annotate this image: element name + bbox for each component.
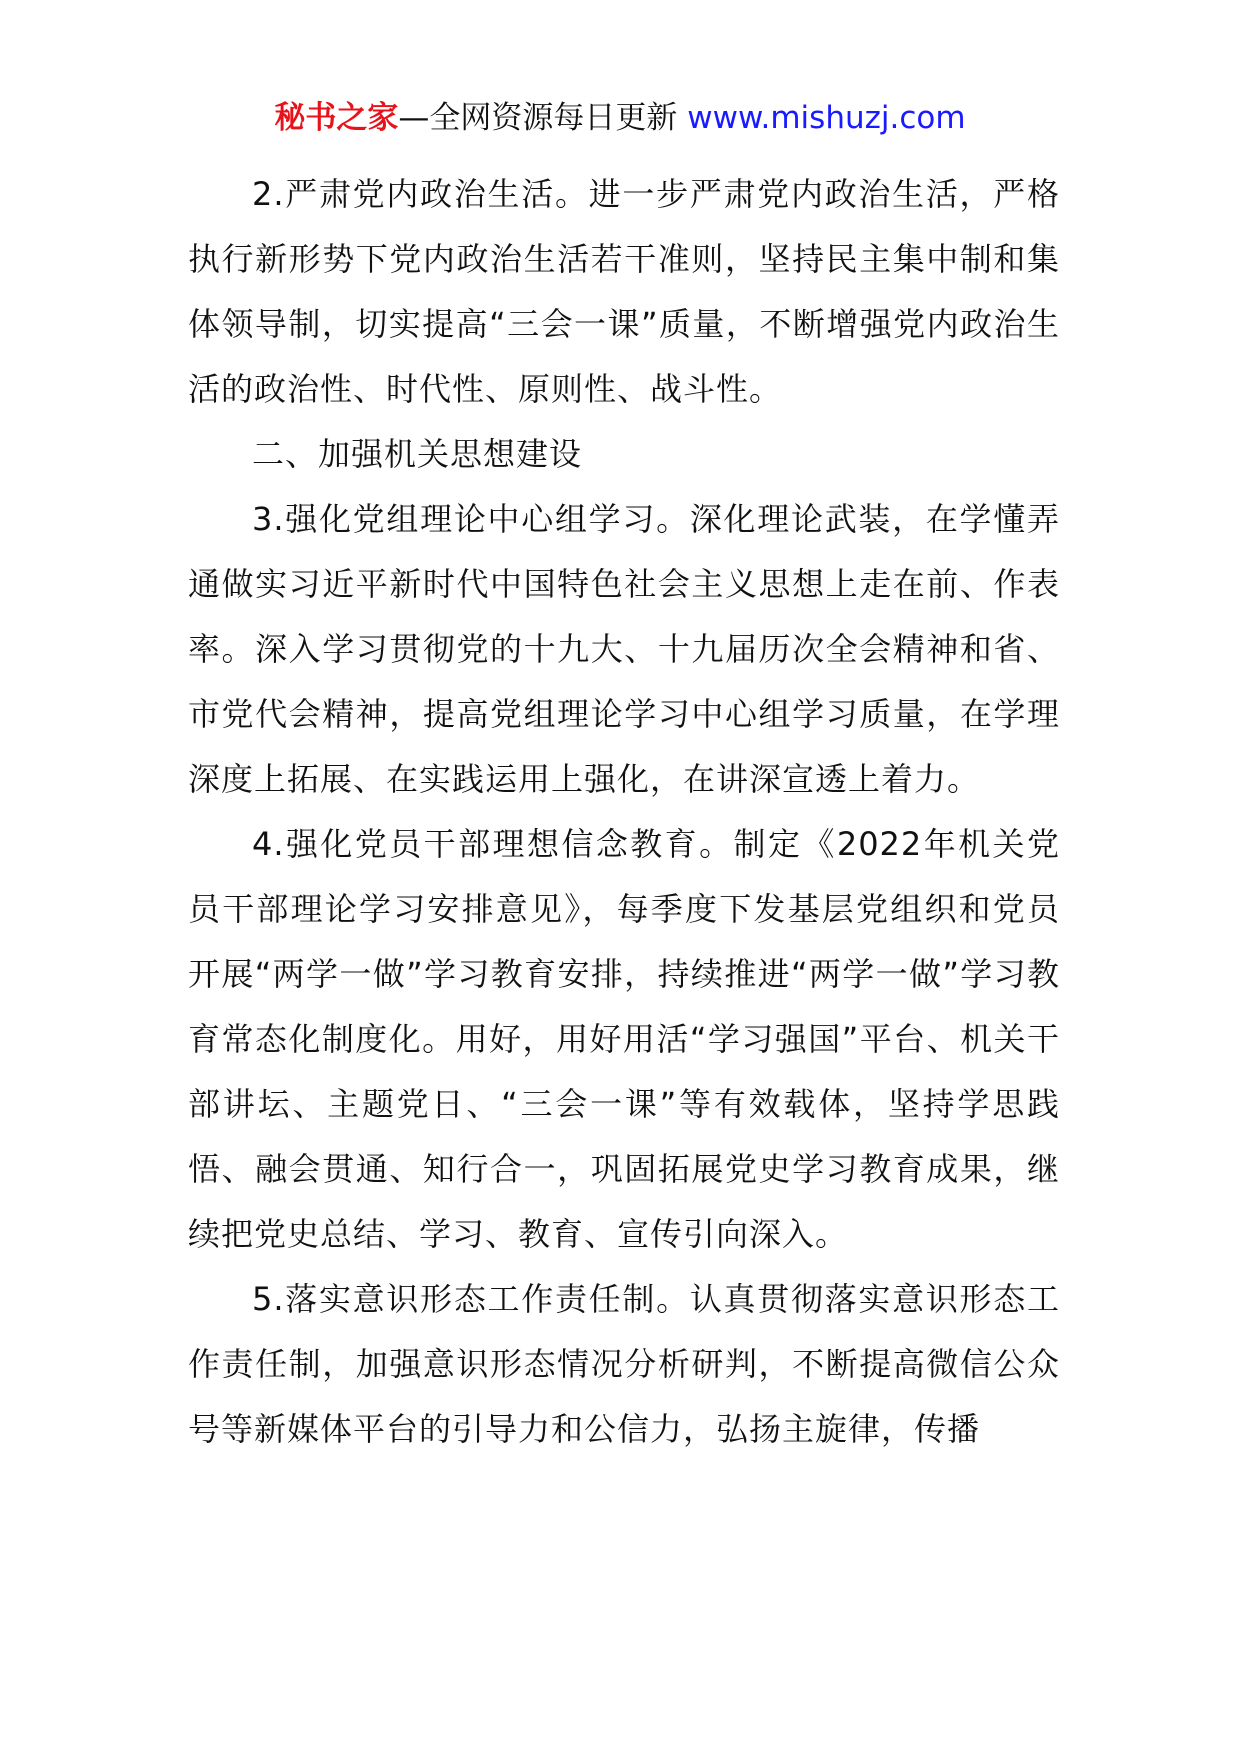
paragraph-item-5: 5.落实意识形态工作责任制。认真贯彻落实意识形态工作责任制，加强意识形态情况分析研判，不断提高微信公众号等新媒体平台的引导力和公信力，弘扬主旋律，传播	[188, 1280, 1060, 1448]
paragraph-item-3: 3.强化党组理论中心组学习。深化理论武装，在学懂弄通做实习近平新时代中国特色社会主义思想上走在前、作表率。深入学习贯彻党的十九大、十九届历次全会精神和省、市党代会精神，提高党组理论学习中心组学习质量，在学理深度上拓展、在实践运用上强化，在讲深宣透上着力。	[188, 500, 1060, 798]
paragraph-item-2: 2.严肃党内政治生活。进一步严肃党内政治生活，严格执行新形势下党内政治生活若干准则，坚持民主集中制和集体领导制，切实提高“三会一课”质量，不断增强党内政治生活的政治性、时代性、原则性、战斗性。	[188, 175, 1060, 408]
paragraph-item-4: 4.强化党员干部理想信念教育。制定《2022年机关党员干部理论学习安排意见》，每季度下发基层党组织和党员开展“两学一做”学习教育安排，持续推进“两学一做”学习教育常态化制度化。用好，用好用活“学习强国”平台、机关干部讲坛、主题党日、“三会一课”等有效载体，坚持学思践悟、融会贯通、知行合一，巩固拓展党史学习教育成果，继续把党史总结、学习、教育、宣传引向深入。	[188, 825, 1060, 1253]
document-body	[188, 162, 1060, 1462]
section-heading: 二、加强机关思想建设	[252, 435, 583, 473]
page-header	[0, 98, 1240, 138]
website-link[interactable]: www.mishuzj.com	[687, 100, 966, 136]
header-tagline: —全网资源每日更新	[398, 100, 678, 136]
brand-name: 秘书之家	[274, 100, 399, 136]
